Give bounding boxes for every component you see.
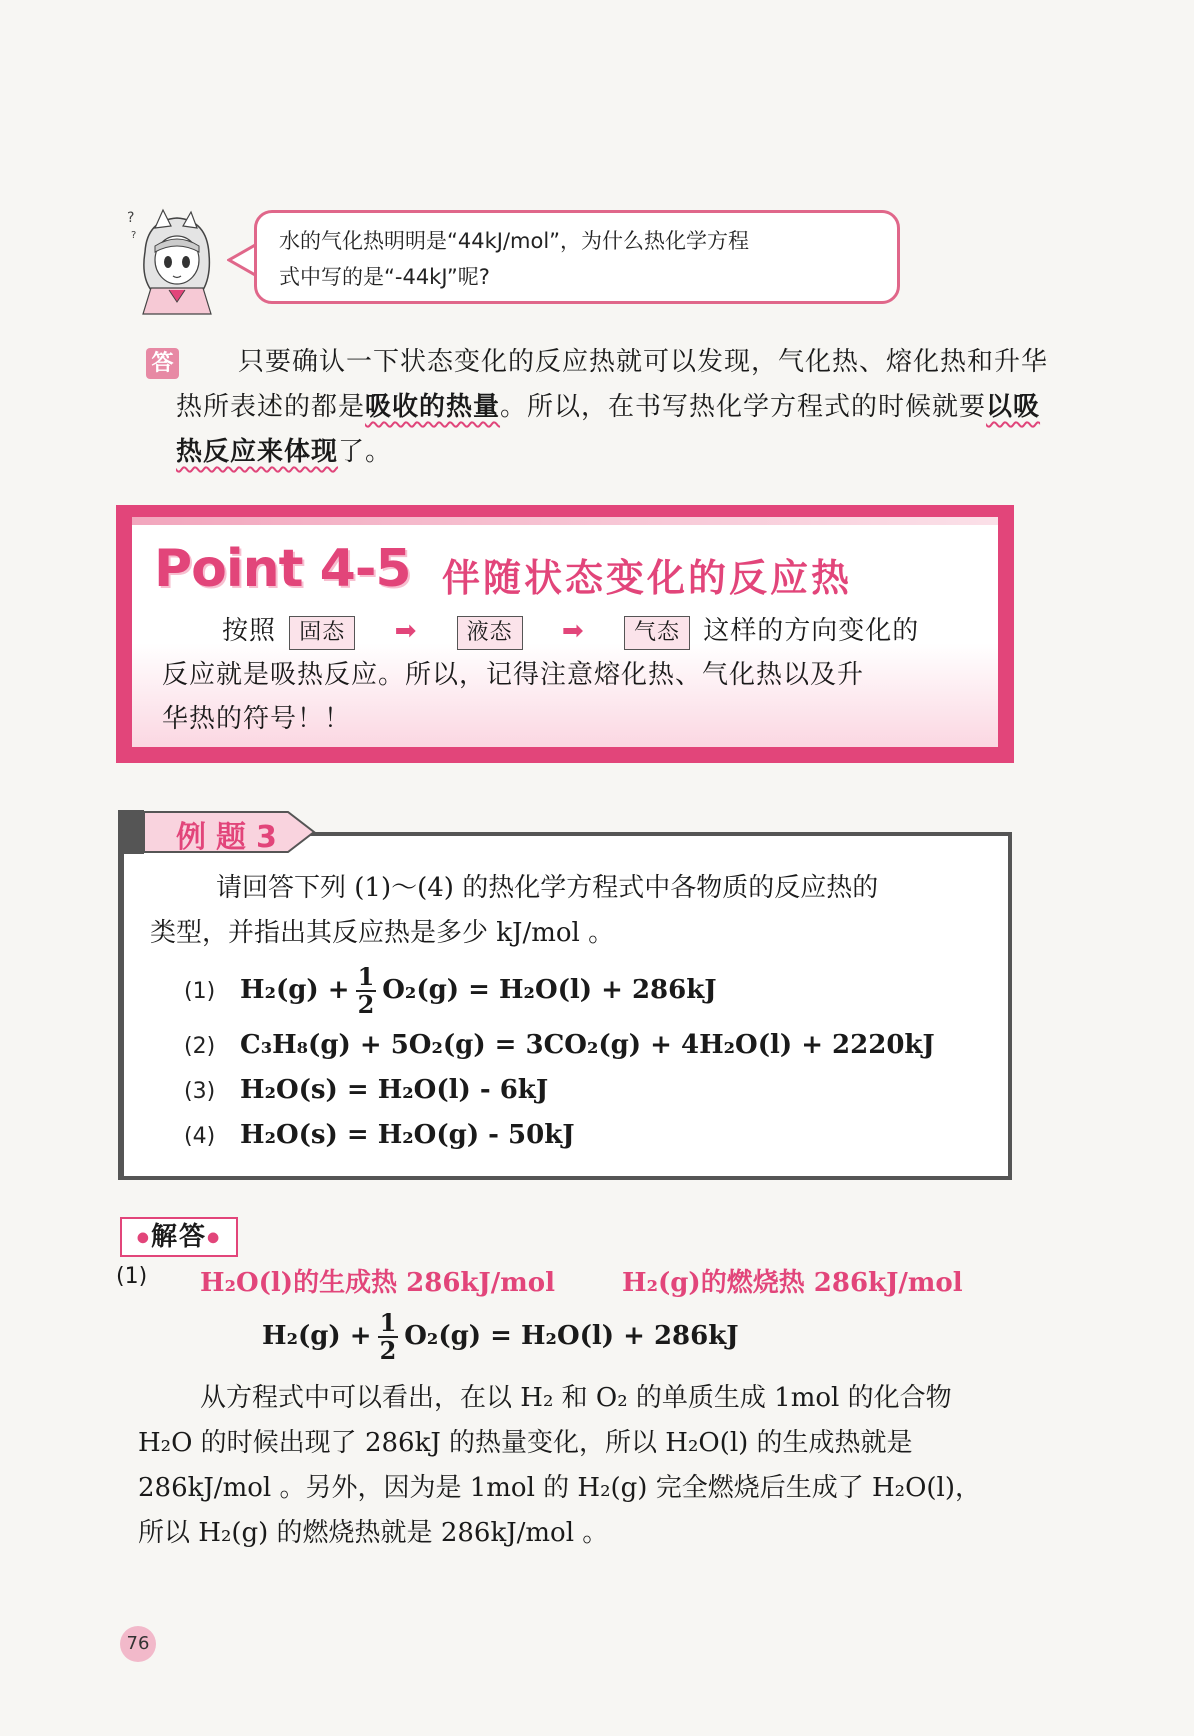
equation-1-right: O₂(g) = H₂O(l) + 286kJ (382, 975, 717, 1005)
answer-mark-icon: 答 (146, 348, 179, 379)
equation-number: (2) (184, 1034, 216, 1059)
dot-icon: ● (207, 1229, 222, 1246)
point-tail-text: 这样的方向变化的 (703, 616, 920, 646)
solution-tag-label: 解答 (150, 1222, 207, 1252)
answer-text-3: 了。 (338, 437, 393, 467)
bubble-line-1: 水的气化热明明是“44kJ/mol”，为什么热化学方程 (279, 229, 750, 253)
dot-icon: ● (136, 1229, 151, 1246)
answer-emphasis-2: 以吸热反应来体现 (176, 392, 1041, 467)
solution-line-3: 286kJ/mol 。另外，因为是 1mol 的 H₂(g) 完全燃烧后生成了 H₂O(l)， (138, 1473, 981, 1503)
solution-line-1: 从方程式中可以看出，在以 H₂ 和 O₂ 的单质生成 1mol 的化合物 (200, 1383, 952, 1413)
example-label: 例题3 (176, 820, 287, 855)
svg-text:?: ? (131, 230, 137, 241)
question-line-1: 请回答下列 (1)～(4) 的热化学方程式中各物质的反应热的 (216, 873, 879, 903)
point-box (116, 505, 1014, 763)
question-line-2: 类型，并指出其反应热是多少 kJ/mol 。 (150, 918, 615, 948)
solution-line-4: 所以 H₂(g) 的燃烧热就是 286kJ/mol 。 (138, 1518, 609, 1548)
point-title: Point 4-5 (154, 539, 411, 599)
solution-equation-left: H₂(g) + (262, 1321, 372, 1351)
state-gas-box: 气态 (624, 616, 690, 650)
answer-paragraph (176, 340, 1056, 475)
equation-3-text: H₂O(s) = H₂O(l) - 6kJ (240, 1075, 549, 1105)
girl-character-illustration (125, 206, 225, 316)
bubble-line-2: 式中写的是“-44kJ”呢? (279, 265, 490, 289)
point-body (162, 609, 968, 741)
fraction-numerator: 1 (357, 962, 375, 991)
equation-4-text: H₂O(s) = H₂O(g) - 50kJ (240, 1120, 575, 1150)
fraction-half (356, 964, 377, 1018)
fraction-denominator: 2 (379, 1336, 397, 1365)
answer-text-1: 只要确认一下状态变化的反应热就可以发现，气化热、熔化热和升华热所表述的都是 (176, 347, 1049, 422)
equation-2 (184, 1030, 935, 1060)
example-question (150, 866, 990, 956)
point-line-2: 反应就是吸热反应。所以，记得注意熔化热、气化热以及升 (162, 660, 865, 690)
bubble-question (279, 223, 879, 295)
right-arrow-icon: ➡ (561, 616, 585, 646)
fraction-numerator: 1 (379, 1308, 397, 1337)
equation-4 (184, 1120, 575, 1150)
solution-answer-formation-heat: H₂O(l)的生成热 286kJ/mol (200, 1268, 555, 1298)
solution-line-2: H₂O 的时候出现了 286kJ 的热量变化，所以 H₂O(l) 的生成热就是 (138, 1428, 913, 1458)
equation-3 (184, 1075, 548, 1105)
point-top-bar (132, 517, 998, 525)
equation-1 (184, 964, 717, 1018)
fraction-denominator: 2 (357, 990, 375, 1019)
state-liquid-box: 液态 (457, 616, 523, 650)
solution-equation (262, 1310, 739, 1364)
answer-emphasis-1: 吸收的热量 (365, 392, 501, 422)
point-lead-text: 按照 (222, 616, 277, 646)
equation-number: (4) (184, 1124, 216, 1149)
solution-answer-combustion-heat: H₂(g)的燃烧热 286kJ/mol (622, 1268, 963, 1298)
fraction-half (378, 1310, 399, 1364)
right-arrow-icon: ➡ (394, 616, 418, 646)
equation-number: (3) (184, 1079, 216, 1104)
state-solid-box: 固态 (289, 616, 355, 650)
solution-number: (1) (116, 1264, 148, 1289)
point-line-3: 华热的符号！！ (162, 704, 352, 734)
answer-text-2: 。所以，在书写热化学方程式的时候就要 (500, 392, 987, 422)
point-subtitle: 伴随状态变化的反应热 (442, 556, 853, 600)
equation-number: (1) (184, 979, 216, 1004)
speech-bubble (254, 210, 900, 304)
page-number: 76 (120, 1626, 156, 1662)
equation-2-text: C₃H₈(g) + 5O₂(g) = 3CO₂(g) + 4H₂O(l) + 2220kJ (240, 1030, 935, 1060)
solution-equation-right: O₂(g) = H₂O(l) + 286kJ (404, 1321, 739, 1351)
solution-tag (120, 1217, 238, 1257)
svg-text:?: ? (127, 210, 135, 226)
equation-1-left: H₂(g) + (240, 975, 350, 1005)
solution-explanation (138, 1376, 1058, 1556)
